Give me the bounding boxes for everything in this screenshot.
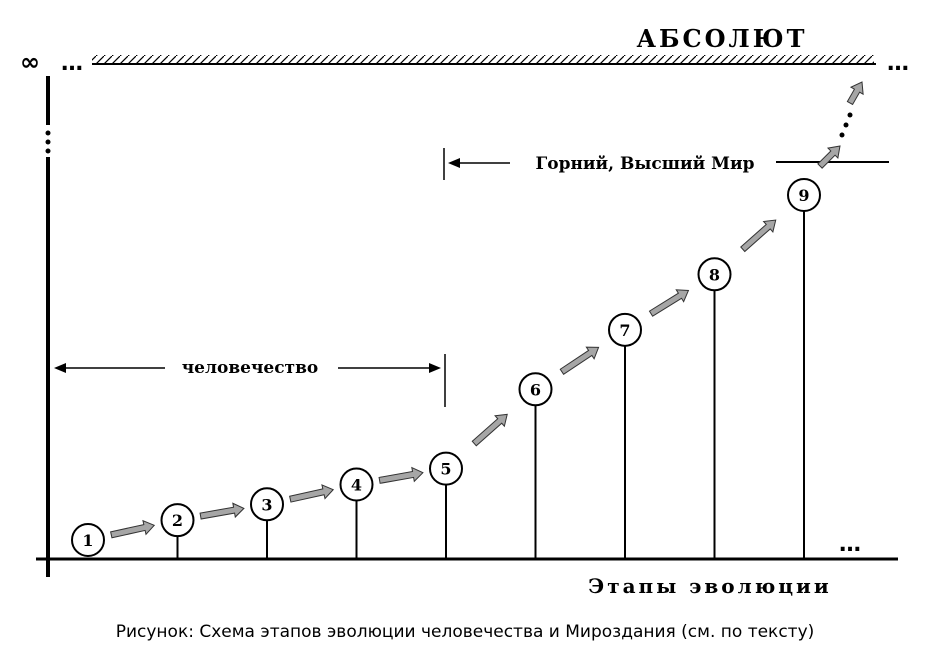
stage-label: 2	[171, 511, 184, 531]
infinity-label: ∞	[20, 48, 40, 76]
continuation-dot	[848, 113, 853, 118]
absolute-left-ellipsis: …	[61, 51, 83, 76]
humanity-arrowhead-left	[54, 363, 66, 373]
stage-label: 7	[619, 320, 631, 340]
absolute-right-ellipsis: …	[887, 51, 909, 76]
stage-label: 5	[440, 459, 452, 479]
stage-label: 6	[529, 380, 542, 400]
progress-arrow	[111, 521, 155, 538]
progress-arrows-layer	[111, 82, 863, 538]
progress-arrow	[472, 414, 507, 445]
humanity-label: человечество	[181, 358, 319, 378]
y-axis-dot	[46, 131, 51, 136]
progress-arrow	[379, 468, 423, 484]
humanity-arrowhead-right	[429, 363, 441, 373]
stage-label: 4	[350, 475, 363, 495]
progress-arrow	[818, 146, 840, 168]
stages-ellipsis: …	[839, 532, 861, 557]
figure-caption: Рисунок: Схема этапов эволюции человечества и Мироздания (см. по тексту)	[115, 622, 815, 642]
y-axis-dot	[46, 140, 51, 145]
continuation-dot	[844, 123, 849, 128]
higher-world-label: Горний, Высший Мир	[535, 154, 755, 174]
stage-label: 8	[708, 265, 721, 285]
stage-label: 1	[82, 531, 94, 550]
progress-arrow	[847, 82, 863, 104]
progress-arrow	[200, 503, 244, 519]
progress-arrow	[560, 347, 598, 374]
continuation-dot	[840, 133, 845, 138]
absolute-label: АБСОЛЮТ	[636, 24, 808, 53]
stage-label: 3	[261, 495, 273, 515]
progress-arrow	[649, 290, 688, 316]
progress-arrow	[290, 485, 334, 502]
absolute-hatching	[92, 55, 874, 64]
y-axis-dot	[46, 149, 51, 154]
stage-label: 9	[798, 186, 810, 205]
x-axis-label: Этапы эволюции	[588, 574, 832, 598]
progress-arrow	[741, 220, 776, 251]
higher-world-arrowhead	[448, 158, 460, 168]
